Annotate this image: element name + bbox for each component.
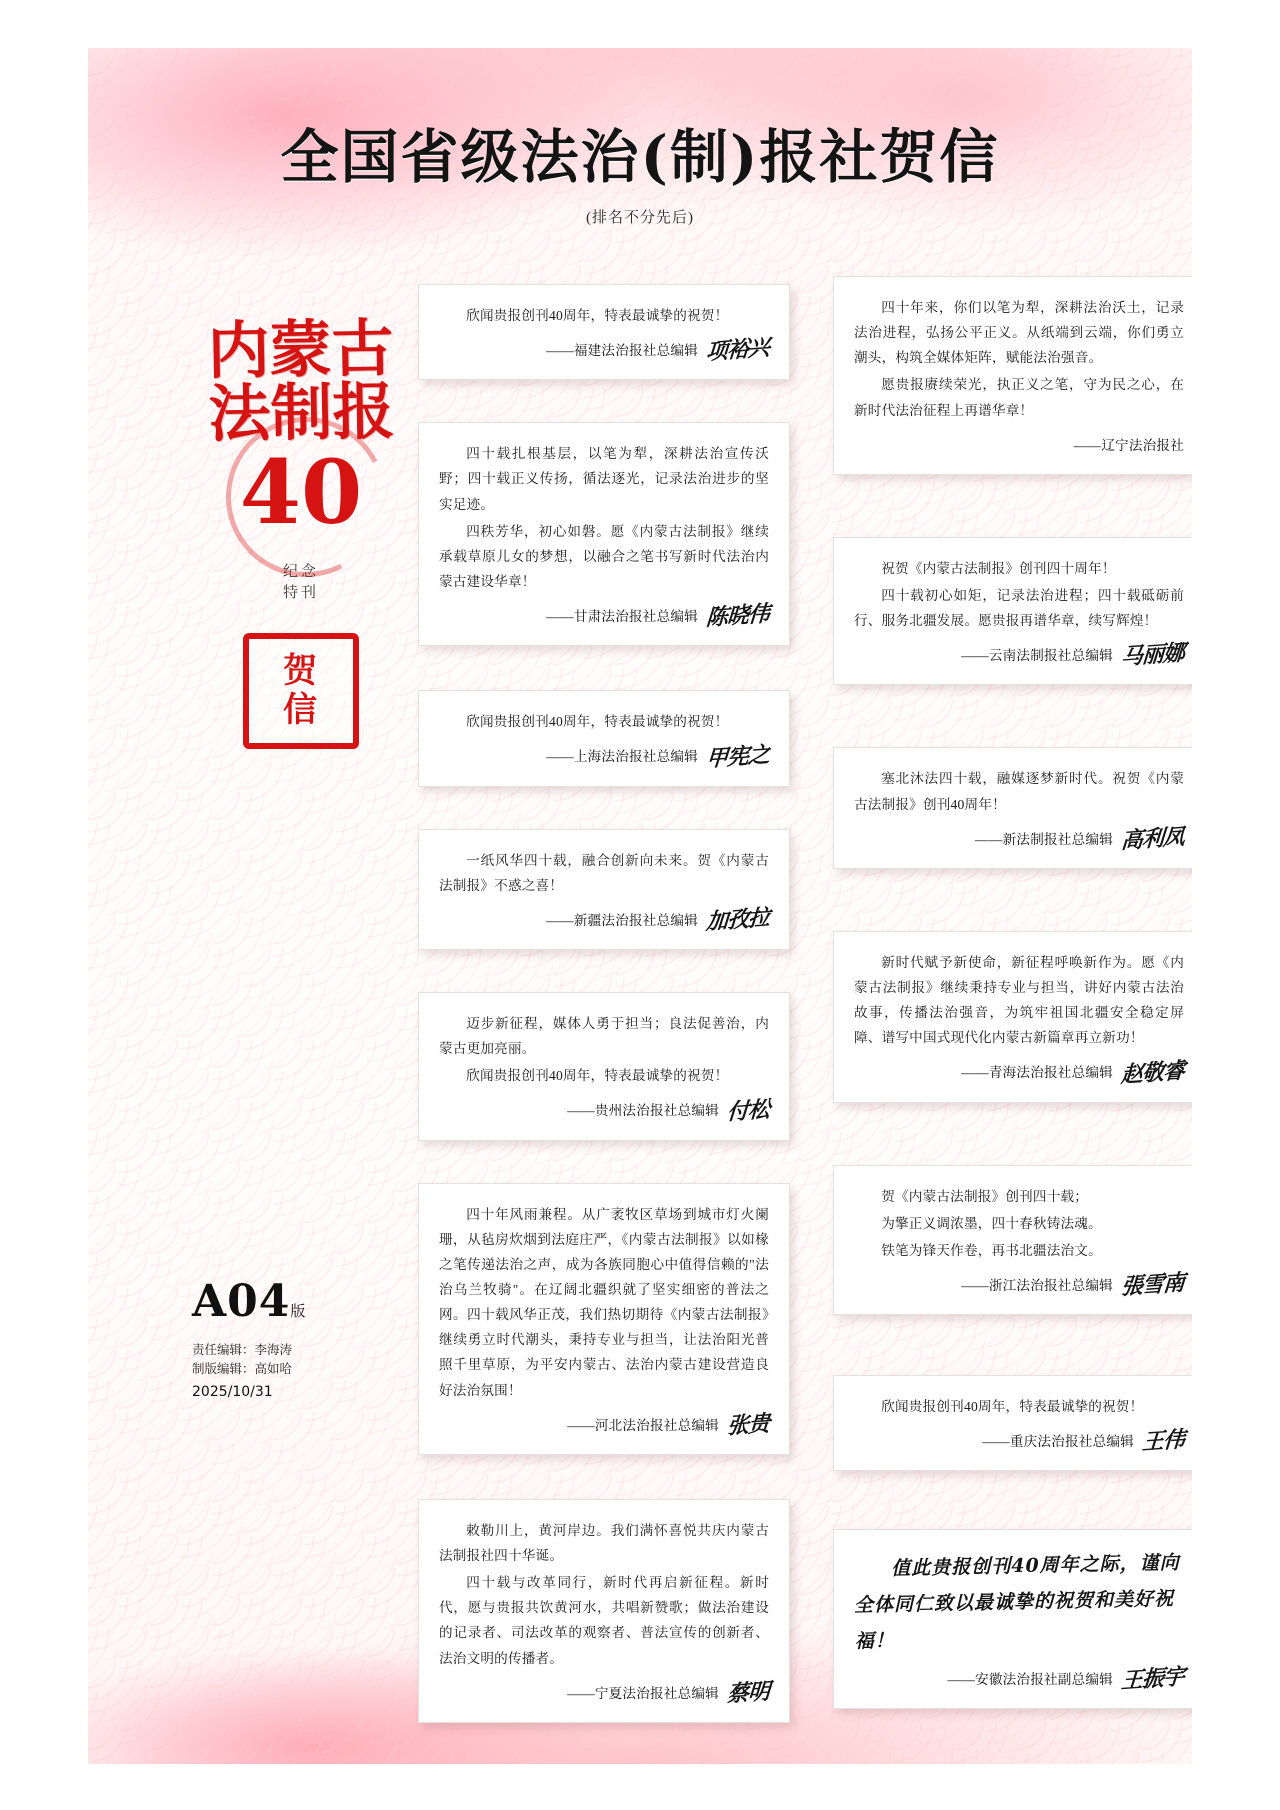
congratulation-letter-card bbox=[833, 1375, 1192, 1471]
letter-handwritten-signature: 付松 bbox=[726, 1095, 770, 1126]
letter-signature-block bbox=[854, 1426, 1185, 1456]
special-issue-note-line-2: 特刊 bbox=[282, 584, 319, 601]
congratulation-letter-card bbox=[418, 690, 790, 786]
anniversary-number: 40 bbox=[196, 448, 406, 536]
brand-column bbox=[196, 311, 406, 749]
congratulation-seal bbox=[243, 633, 359, 749]
congratulation-letter-card bbox=[418, 284, 790, 380]
special-issue-note-line-1: 纪念 bbox=[282, 564, 319, 581]
letter-handwritten-signature: 張雪南 bbox=[1120, 1269, 1185, 1301]
page-subtitle: (排名不分先后) bbox=[586, 210, 694, 226]
letter-organization: ——宁夏法治报社总编辑 bbox=[567, 1685, 719, 1701]
letter-paragraph: 愿贵报赓续荣光，执正义之笔，守为民之心，在新时代法治征程上再谱华章！ bbox=[854, 377, 1184, 418]
letter-signature-block bbox=[854, 433, 1184, 458]
congratulation-letter-card bbox=[833, 931, 1192, 1103]
letter-organization: ——云南法制报社总编辑 bbox=[961, 648, 1113, 664]
letter-signature-block bbox=[854, 1663, 1185, 1695]
page-number-label: A04 bbox=[192, 1276, 291, 1327]
masthead bbox=[88, 110, 1192, 227]
letter-paragraph: 欣闻贵报创刊40周年，特表最诚挚的祝贺！ bbox=[466, 714, 729, 730]
congratulation-letter-card bbox=[833, 276, 1192, 475]
page-sheet bbox=[88, 48, 1192, 1764]
letter-paragraph: 欣闻贵报创刊40周年，特表最诚挚的祝贺！ bbox=[466, 1068, 729, 1084]
letters-column-left bbox=[418, 284, 790, 1723]
letter-paragraph: 为擎正义调浓墨，四十春秋铸法魂。 bbox=[881, 1215, 1102, 1231]
letter-signature-block bbox=[439, 1095, 770, 1126]
letter-organization: ——贵州法治报社总编辑 bbox=[567, 1103, 719, 1119]
letter-signature-block bbox=[854, 823, 1185, 855]
letter-paragraph: 贺《内蒙古法制报》创刊四十载； bbox=[881, 1188, 1089, 1204]
letter-handwritten-signature: 王振宇 bbox=[1120, 1663, 1185, 1695]
letter-organization: ——新疆法治报社总编辑 bbox=[546, 912, 698, 928]
letter-signature-block bbox=[439, 1678, 770, 1708]
page-title: 全国省级法治(制)报社贺信 bbox=[280, 123, 1000, 191]
letters-column-right bbox=[833, 276, 1192, 1709]
letter-signature-block bbox=[439, 334, 770, 366]
letter-handwritten-signature: 蔡明 bbox=[726, 1678, 770, 1708]
letter-handwritten-signature: 陈晓伟 bbox=[705, 600, 770, 632]
letter-paragraph: 祝贺《内蒙古法制报》创刊四十周年！ bbox=[881, 560, 1116, 576]
letter-handwritten-signature: 马丽娜 bbox=[1120, 640, 1185, 671]
letter-handwritten-body: 值此贵报创刊40周年之际，谨向全体同仁致以最诚挚的祝贺和美好祝福！ bbox=[853, 1552, 1180, 1654]
letter-organization: ——甘肃法治报社总编辑 bbox=[546, 609, 698, 625]
letter-signature-block bbox=[854, 1269, 1185, 1301]
letter-organization: ——安徽法治报社副总编辑 bbox=[947, 1671, 1113, 1687]
layout-editor: 制版编辑：高如哈 bbox=[192, 1362, 293, 1377]
letter-handwritten-signature: 张贵 bbox=[726, 1410, 770, 1440]
letter-paragraph: 欣闻贵报创刊40周年，特表最诚挚的祝贺！ bbox=[466, 308, 729, 323]
letter-paragraph: 四十载扎根基层，以笔为犁，深耕法治宣传沃野；四十载正义传扬，循法逐光，记录法治进步的坚实足迹。 bbox=[439, 446, 769, 512]
letter-paragraph: 铁笔为锋天作卷，再书北疆法治文。 bbox=[881, 1242, 1102, 1258]
congratulation-letter-card bbox=[833, 747, 1192, 868]
letter-signature-block bbox=[439, 904, 770, 936]
letter-paragraph: 一纸风华四十载，融合创新向未来。贺《内蒙古法制报》不惑之喜！ bbox=[439, 852, 769, 893]
letter-paragraph: 四秩芳华，初心如磐。愿《内蒙古法制报》继续承载草原儿女的梦想，以融合之笔书写新时代法治内蒙古建设华章！ bbox=[439, 523, 769, 589]
letter-organization: ——重庆法治报社总编辑 bbox=[982, 1434, 1134, 1450]
letter-paragraph: 四十载初心如矩，记录法治进程；四十载砥砺前行、服务北疆发展。愿贵报再谱华章，续写辉煌！ bbox=[854, 587, 1184, 629]
letter-paragraph: 新时代赋予新使命，新征程呼唤新作为。愿《内蒙古法制报》继续秉持专业与担当，讲好内蒙古法治故事，传播法治强音，为筑牢祖国北疆安全稳定屏障、谱写中国式现代化内蒙古新篇章再立新功！ bbox=[854, 954, 1184, 1046]
letter-handwritten-signature: 项裕兴 bbox=[705, 334, 770, 366]
letter-handwritten-signature: 加孜拉 bbox=[705, 904, 770, 936]
letter-handwritten-signature: 甲宪之 bbox=[705, 741, 770, 772]
letter-paragraph: 四十年来，你们以笔为犁，深耕法治沃土，记录法治进程，弘扬公平正义。从纸端到云端，你们勇立潮头，构筑全媒体矩阵，赋能法治强音。 bbox=[854, 300, 1184, 366]
page-number-suffix: 版 bbox=[290, 1302, 307, 1320]
letter-handwritten-signature: 王伟 bbox=[1141, 1426, 1185, 1456]
congratulation-letter-card bbox=[833, 537, 1192, 686]
publication-name-line-1: 内蒙古 bbox=[206, 311, 395, 388]
letter-paragraph: 塞北沐法四十载，融媒逐梦新时代。祝贺《内蒙古法制报》创刊40周年！ bbox=[854, 771, 1184, 812]
letter-organization: ——福建法治报社总编辑 bbox=[546, 343, 698, 359]
letter-organization: ——青海法治报社总编辑 bbox=[961, 1065, 1113, 1081]
congratulation-letter-card bbox=[833, 1165, 1192, 1316]
letter-paragraph: 四十年风雨兼程。从广袤牧区草场到城市灯火阑珊，从毡房炊烟到法庭庄严，《内蒙古法制报》以如椽之笔传递法治之声，成为各族同胞心中值得信赖的"法治乌兰牧骑"。在辽阔北疆织就了坚实细密的普法之网。四十载风华正茂，我们热切期待《内蒙古法制报》继续勇立时代潮头，秉持专业与担当，让法治阳光普照千里草原，为平安内蒙古、法治内蒙古建设营造良好法治氛围！ bbox=[439, 1206, 769, 1398]
seal-char-1: 贺 bbox=[283, 652, 319, 690]
letter-organization: ——新法制报社总编辑 bbox=[975, 831, 1113, 847]
letter-organization: ——上海法治报社总编辑 bbox=[546, 749, 698, 765]
seal-char-2: 信 bbox=[283, 691, 319, 729]
letter-handwritten-signature: 赵敬睿 bbox=[1120, 1057, 1185, 1088]
publication-name-line-2: 法制报 bbox=[207, 374, 396, 451]
page-credits bbox=[192, 1341, 422, 1380]
letter-signature-block bbox=[854, 1057, 1185, 1088]
letter-organization: ——河北法治报社总编辑 bbox=[567, 1417, 719, 1433]
letter-paragraph: 敕勒川上，黄河岸边。我们满怀喜悦共庆内蒙古法制报社四十华诞。 bbox=[439, 1522, 769, 1563]
letter-handwritten-signature: 高利凤 bbox=[1120, 823, 1185, 855]
congratulation-letter-card bbox=[418, 1499, 790, 1723]
letter-paragraph: 迈步新征程，媒体人勇于担当；良法促善治，内蒙古更加亮丽。 bbox=[439, 1015, 769, 1057]
letter-paragraph: 四十载与改革同行，新时代再启新征程。新时代，愿与贵报共饮黄河水，共唱新赞歌；做法治建设的记录者、司法改革的观察者、普法宣传的创新者、法治文明的传播者。 bbox=[439, 1575, 769, 1666]
letter-signature-block bbox=[439, 1410, 770, 1440]
congratulation-letter-card bbox=[418, 829, 790, 950]
page-number bbox=[192, 1276, 422, 1327]
letter-organization: ——辽宁法治报社 bbox=[1073, 437, 1184, 453]
letter-signature-block bbox=[854, 640, 1185, 671]
letter-signature-block bbox=[439, 741, 770, 772]
congratulation-letter-card bbox=[418, 1183, 790, 1455]
letter-organization: ——浙江法治报社总编辑 bbox=[961, 1277, 1113, 1293]
page-mark bbox=[192, 1276, 422, 1400]
congratulation-letter-card bbox=[418, 422, 790, 646]
congratulation-letter-card bbox=[418, 992, 790, 1141]
congratulation-letter-card bbox=[833, 1529, 1192, 1708]
letter-signature-block bbox=[439, 600, 770, 632]
responsible-editor: 责任编辑：李海涛 bbox=[192, 1343, 293, 1357]
issue-date: 2025/10/31 bbox=[192, 1383, 273, 1400]
letter-paragraph: 欣闻贵报创刊40周年，特表最诚挚的祝贺！ bbox=[881, 1399, 1144, 1415]
